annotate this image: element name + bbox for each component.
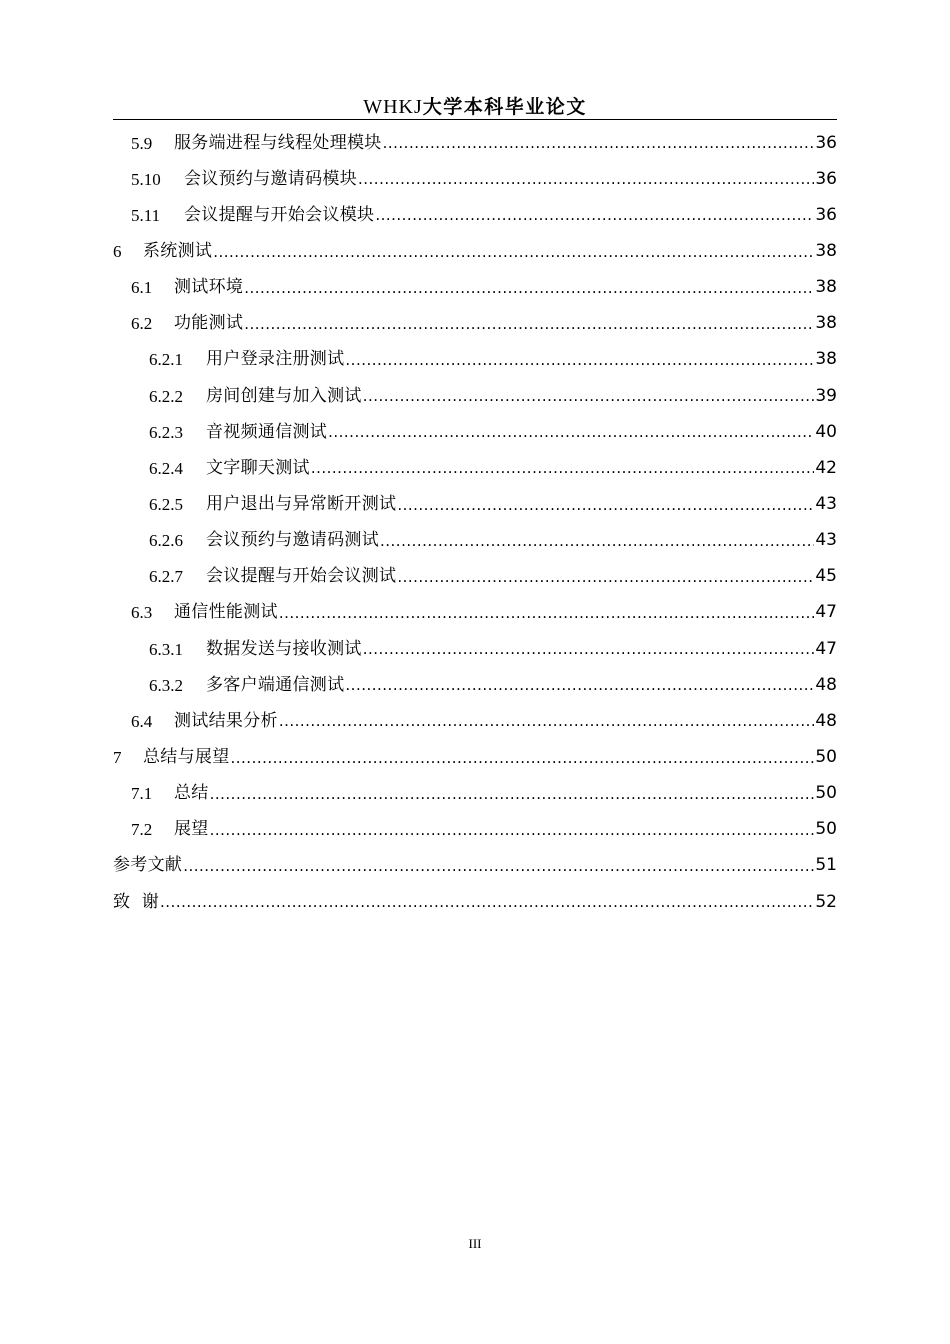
toc-entry-number: 7.1 (131, 784, 153, 804)
toc-dot-leader (380, 534, 814, 559)
toc-entry-page: 47 (815, 638, 837, 659)
toc-dot-leader (358, 172, 814, 197)
toc-dot-leader (160, 895, 814, 920)
toc-entry-page: 50 (815, 783, 837, 804)
toc-entry-page: 48 (815, 710, 837, 731)
toc-entry-title: 用户退出与异常断开测试 (206, 493, 397, 514)
toc-entry-page: 38 (815, 313, 837, 334)
toc-dot-leader (213, 245, 814, 270)
toc-entry-title: 功能测试 (174, 313, 244, 334)
toc-entry-number: 6.2.1 (149, 350, 183, 370)
toc-entry[interactable] (113, 306, 837, 342)
toc-entry-number: 6.2.7 (149, 567, 183, 587)
toc-entry-title: 数据发送与接收测试 (206, 638, 362, 659)
toc-entry[interactable] (113, 595, 837, 631)
toc-entry-page: 45 (815, 566, 837, 587)
toc-entry-title: 参考文献 (113, 855, 183, 876)
toc-entry[interactable] (113, 523, 837, 559)
header-school-code: WHKJ (363, 96, 423, 118)
toc-entry-title: 测试结果分析 (174, 710, 278, 731)
toc-entry-page: 36 (815, 204, 837, 225)
page-header (113, 92, 837, 120)
toc-entry-page: 50 (815, 819, 837, 840)
toc-entry-page: 50 (815, 746, 837, 767)
toc-entry-title: 房间创建与加入测试 (206, 385, 362, 406)
toc-entry-number: 6.2.4 (149, 458, 183, 478)
toc-entry-number: 6.2.3 (149, 422, 183, 442)
toc-entry[interactable] (113, 414, 837, 450)
toc-dot-leader (363, 642, 815, 667)
toc-entry-number: 6 (113, 241, 122, 261)
toc-entry-title: 音视频通信测试 (206, 421, 328, 442)
toc-dot-leader (363, 389, 815, 414)
toc-entry[interactable] (113, 270, 837, 306)
toc-entry[interactable] (113, 161, 837, 197)
toc-entry[interactable] (113, 378, 837, 414)
toc-dot-leader (244, 281, 814, 306)
toc-entry[interactable] (113, 233, 837, 269)
toc-dot-leader (345, 353, 814, 378)
toc-entry[interactable] (113, 342, 837, 378)
toc-entry-page: 38 (815, 349, 837, 370)
toc-dot-leader (383, 136, 815, 161)
toc-dot-leader (397, 570, 814, 595)
toc-entry[interactable] (113, 703, 837, 739)
toc-entry-title: 通信性能测试 (174, 602, 278, 623)
toc-dot-leader (279, 714, 815, 739)
toc-entry-number: 6.4 (131, 711, 153, 731)
toc-entry-page: 39 (815, 385, 837, 406)
toc-entry[interactable] (113, 848, 837, 884)
toc-entry-page: 48 (815, 674, 837, 695)
toc-entry-page: 38 (815, 240, 837, 261)
toc-entry-title: 用户登录注册测试 (206, 349, 345, 370)
toc-entry-title: 展望 (174, 819, 209, 840)
toc-entry-title: 会议提醒与开始会议模块 (184, 204, 375, 225)
toc-entry[interactable] (113, 812, 837, 848)
toc-entry-title: 总结 (174, 783, 209, 804)
toc-entry-number: 6.2 (131, 314, 153, 334)
toc-entry-title: 服务端进程与线程处理模块 (174, 132, 382, 153)
toc-entry-number: 6.1 (131, 278, 153, 298)
toc-dot-leader (375, 208, 814, 233)
toc-entry[interactable] (113, 559, 837, 595)
toc-entry[interactable] (113, 631, 837, 667)
toc-entry-number: 7 (113, 747, 122, 767)
toc-entry-page: 36 (815, 168, 837, 189)
toc-entry-number: 6.3 (131, 603, 153, 623)
toc-entry[interactable] (113, 776, 837, 812)
toc-entry-number: 6.2.2 (149, 386, 183, 406)
toc-entry-number: 5.11 (131, 205, 161, 225)
toc-dot-leader (397, 498, 814, 523)
toc-entry-number: 6.2.6 (149, 531, 183, 551)
toc-entry-title: 文字聊天测试 (206, 457, 310, 478)
toc-entry-number: 6.2.5 (149, 494, 183, 514)
toc-entry-number: 7.2 (131, 820, 153, 840)
toc-entry[interactable] (113, 197, 837, 233)
toc-entry-page: 42 (815, 457, 837, 478)
toc-entry[interactable] (113, 486, 837, 522)
header-title: 大学本科毕业论文 (422, 96, 587, 118)
toc-entry-title: 总结与展望 (143, 746, 230, 767)
toc-entry-page: 43 (815, 493, 837, 514)
toc-entry-title: 致 谢 (113, 891, 160, 912)
toc-dot-leader (311, 461, 815, 486)
toc-entry-page: 38 (815, 277, 837, 298)
toc-entry[interactable] (113, 884, 837, 920)
toc-dot-leader (345, 678, 814, 703)
toc-entry[interactable] (113, 739, 837, 775)
toc-dot-leader (183, 859, 814, 884)
toc-entry-page: 52 (815, 891, 837, 912)
toc-dot-leader (244, 317, 814, 342)
toc-entry-page: 43 (815, 530, 837, 551)
table-of-contents (113, 125, 837, 920)
toc-dot-leader (328, 425, 814, 450)
toc-entry-page: 51 (815, 855, 837, 876)
toc-entry-title: 多客户端通信测试 (206, 674, 345, 695)
toc-entry[interactable] (113, 450, 837, 486)
toc-entry-title: 测试环境 (174, 277, 244, 298)
toc-entry-number: 6.3.2 (149, 675, 183, 695)
toc-entry[interactable] (113, 125, 837, 161)
toc-entry-title: 会议提醒与开始会议测试 (206, 566, 397, 587)
toc-entry-page: 47 (815, 602, 837, 623)
toc-dot-leader (210, 823, 815, 848)
toc-entry[interactable] (113, 667, 837, 703)
toc-dot-leader (279, 606, 815, 631)
toc-entry-number: 5.10 (131, 169, 161, 189)
toc-entry-title: 会议预约与邀请码测试 (206, 530, 379, 551)
page-number: III (468, 1236, 482, 1251)
toc-dot-leader (210, 787, 815, 812)
toc-entry-page: 40 (815, 421, 837, 442)
toc-entry-title: 系统测试 (143, 240, 213, 261)
toc-entry-number: 6.3.1 (149, 639, 183, 659)
toc-dot-leader (231, 751, 815, 776)
toc-entry-title: 会议预约与邀请码模块 (184, 168, 357, 189)
toc-entry-number: 5.9 (131, 133, 153, 153)
toc-entry-page: 36 (815, 132, 837, 153)
